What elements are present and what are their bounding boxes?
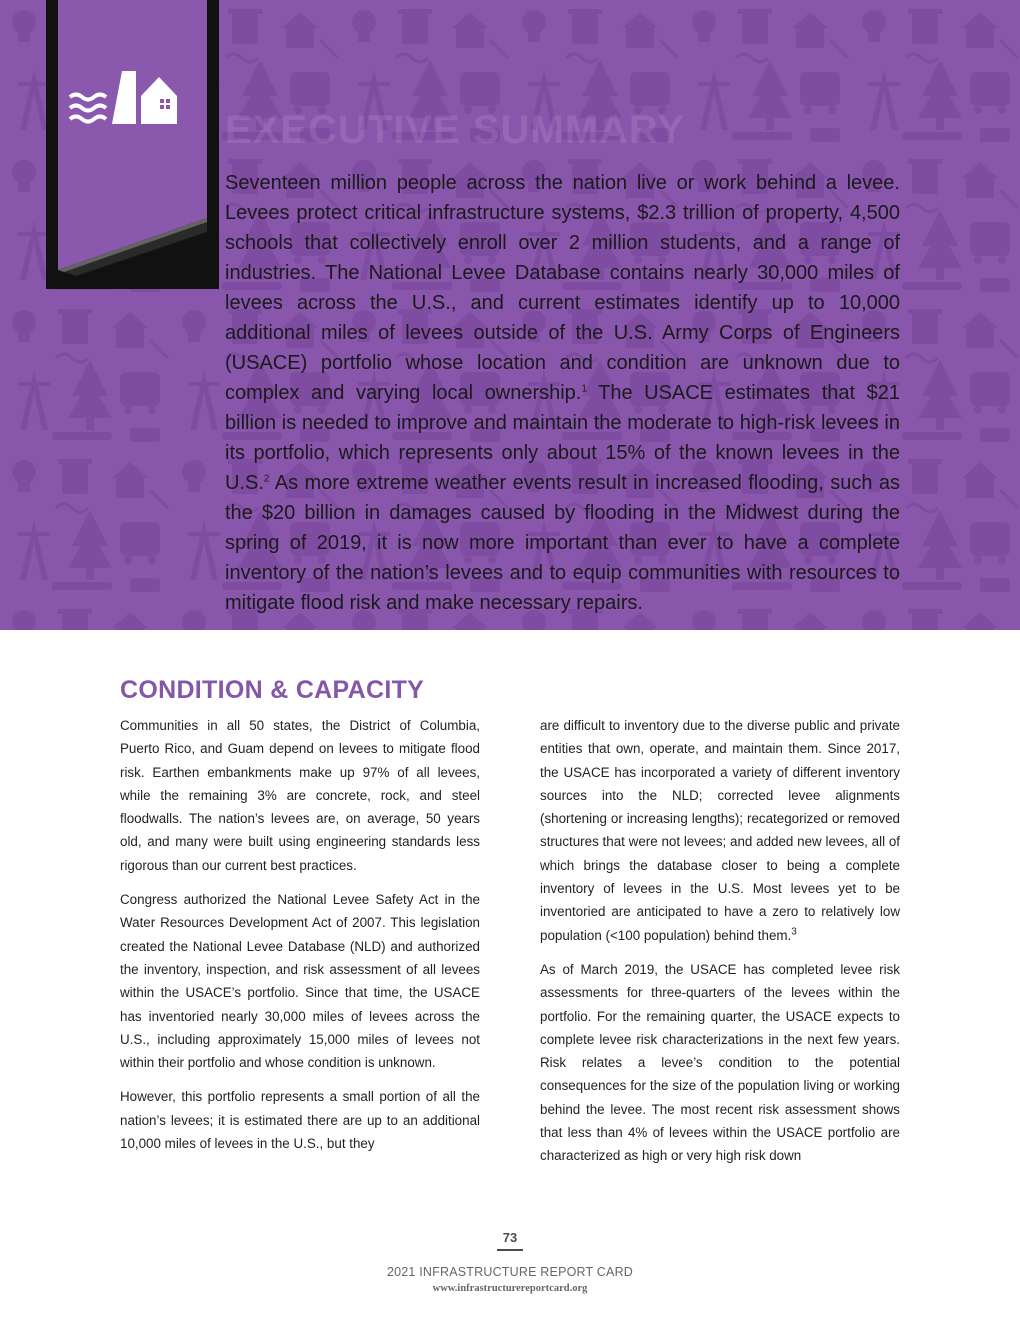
footnote-ref-2: 2 [263, 473, 270, 485]
paragraph [540, 714, 900, 947]
page-number-underline [497, 1249, 523, 1251]
report-title: 2021 INFRASTRUCTURE REPORT CARD [386, 1265, 634, 1279]
paragraph: Congress authorized the National Levee Safety Act in the Water Resources Development Act of 2007. This legislation created the National Levee Database (NLD) and authorized the inventory, inspection, and risk assessment of all levees within the USACE’s portfolio. Since that time, the USACE has inventoried nearly 30,000 miles of levees across the U.S., including approximately 15,000 miles of levees not within their portfolio and whose condition is unknown. [120, 892, 480, 1071]
summary-part-1: Seventeen million people across the nation live or work behind a levee. Levees protect critical infrastructure systems, $2.3 trillion of property, 4,500 schools that collectively enroll over 2 million students, and a range of industries. The National Levee Database contains nearly 30,000 miles of levees across the U.S., and current estimates identify up to 10,000 additional miles of levees outside of the U.S. Army Corps of Engineers (USACE) portfolio whose location and condition are unknown due to complex and varying local ownership. [225, 172, 900, 404]
left-column [120, 714, 480, 1166]
summary-part-3: As more extreme weather events result in increased flooding, such as the $20 billion in damages caused by flooding in the Midwest during the spring of 2019, it is now more important than ever to have a complete inventory of the nation’s levees and to equip communities with resources to mitigate flood risk and make necessary repairs. [225, 472, 900, 614]
paragraph: However, this portfolio represents a small portion of all the nation’s levees; it is estimated there are up to an additional 10,000 miles of levees in the U.S., but they [120, 1089, 480, 1152]
report-url: www.infrastructurereportcard.org [432, 1283, 588, 1294]
category-ribbon [46, 0, 219, 289]
executive-summary-text [225, 168, 900, 618]
paragraph: Communities in all 50 states, the District of Columbia, Puerto Rico, and Guam depend on levees to mitigate flood risk. Earthen embankments make up 97% of all levees, while the remaining 3% are concrete, rock, and steel floodwalls. The nation’s levees are, on average, 50 years old, and many were built using engineering standards less rigorous than our current best practices. [120, 718, 480, 873]
section-title: CONDITION & CAPACITY [120, 676, 425, 704]
ghost-section-heading: EXECUTIVE SUMMARY [225, 108, 686, 152]
footnote-ref-1: 1 [581, 383, 587, 395]
page-number: 73 [502, 1230, 518, 1245]
summary-part-2: The USACE estimates that $21 billion is needed to improve and maintain the moderate to high-risk levees in its portfolio, which represents only about 15% of the known levees in the U.S. [225, 382, 900, 494]
paragraph-text: are difficult to inventory due to the diverse public and private entities that own, operate, and maintain them. Since 2017, the USACE has incorporated a variety of different inventory sources into the NLD; corrected levee alignments (shortening or increasing lengths); recategorized or removed structures that were not levees; and added new levees, all of which brings the database closer to being a complete inventory of levees in the U.S. Most levees yet to be inventoried are anticipated to have a zero to relatively low population (<100 population) behind them. [540, 718, 900, 943]
paragraph: As of March 2019, the USACE has completed levee risk assessments for three-quarters of the levees within the portfolio. For the remaining quarter, the USACE expects to complete levee risk characterizations in the next few years. Risk relates a levee’s condition to the potential consequences for the size of the population living or working behind the levee. The most recent risk assessment shows that less than 4% of levees within the USACE portfolio are characterized as high or very high risk down [540, 961, 900, 1164]
footnote-ref-3: 3 [791, 926, 797, 938]
right-column [540, 714, 900, 1179]
